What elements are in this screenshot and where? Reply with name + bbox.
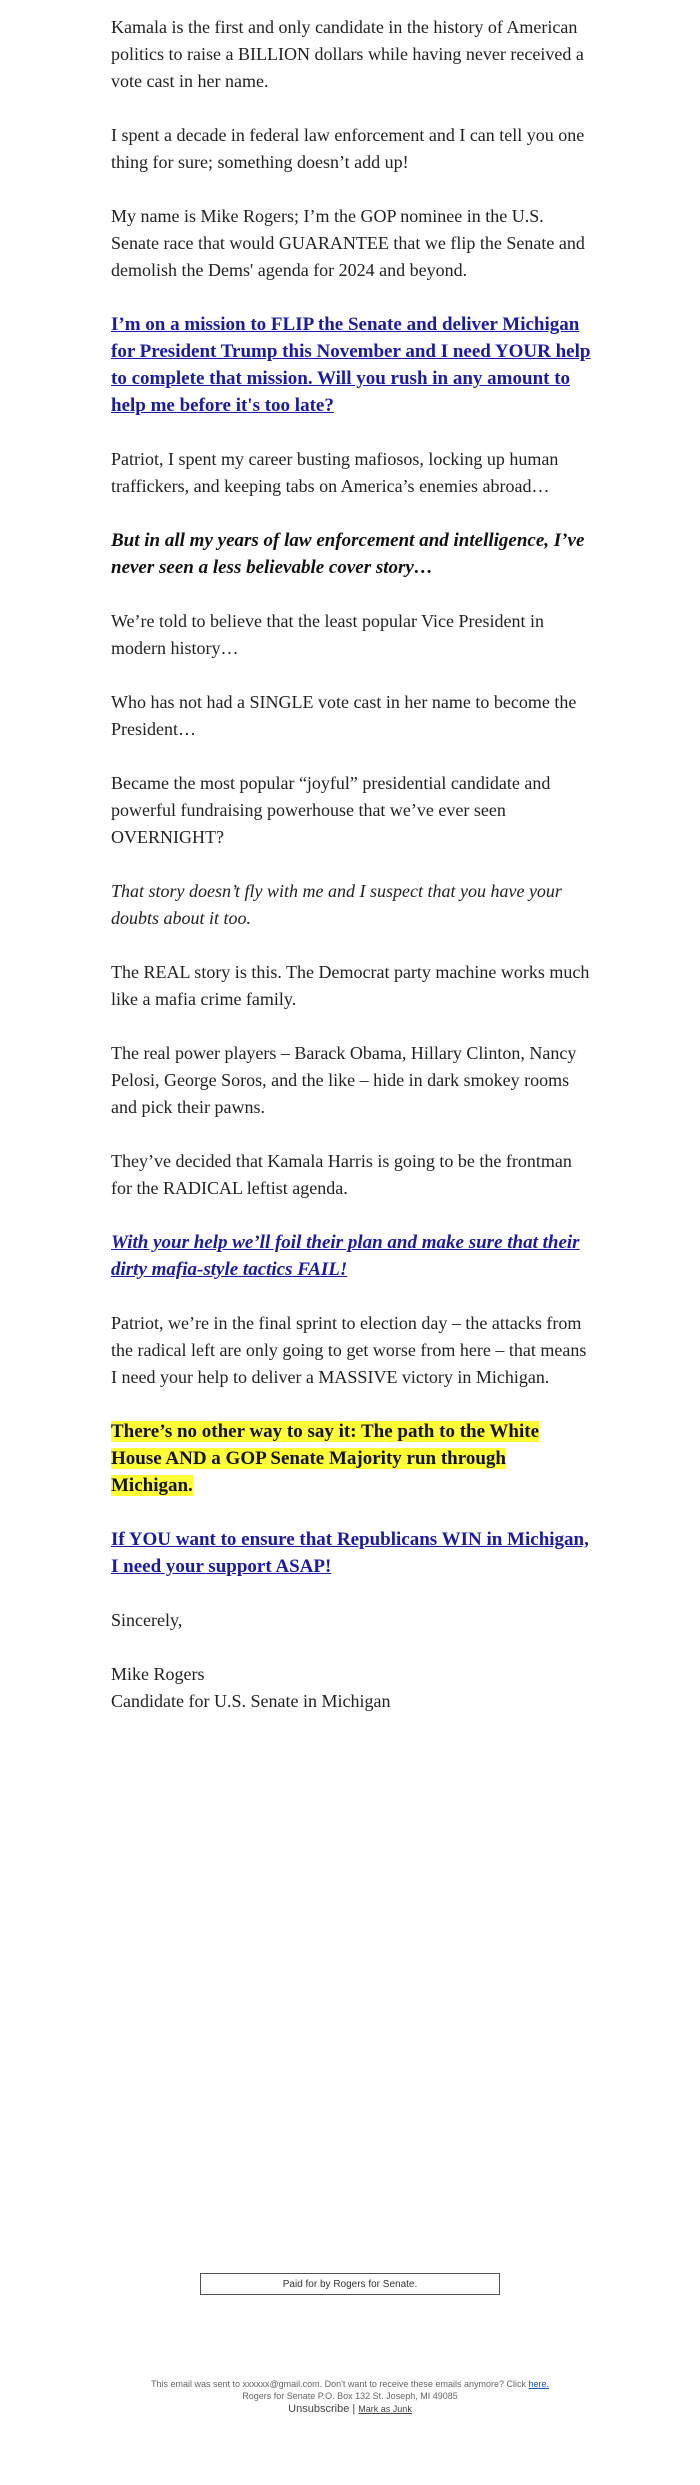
footer-actions (0, 2402, 700, 2416)
donate-link-paragraph-2 (111, 1229, 591, 1283)
donate-link-support-asap[interactable]: If YOU want to ensure that Republicans WIN in Michigan, I need your support ASAP! (111, 1529, 589, 1577)
footer-here-link[interactable]: here. (528, 2379, 550, 2389)
paragraph-4: Patriot, I spent my career busting mafiosos, locking up human traffickers, and keeping tabs on America’s enemies abroad… (111, 449, 559, 496)
paragraph-5-emphasis: But in all my years of law enforcement and intelligence, I’ve never seen a less believable cover story… (111, 530, 585, 578)
footer-sent-line (0, 2378, 700, 2390)
footer-address: Rogers for Senate P.O. Box 132 St. Joseph, MI 49085 (242, 2391, 458, 2401)
paragraph-3: My name is Mike Rogers; I’m the GOP nominee in the U.S. Senate race that would GUARANTEE that we flip the Senate and demolish the Dems' agenda for 2024 and beyond. (111, 206, 585, 280)
footer-sent-text: This email was sent to xxxxxx@gmail.com. Don't want to receive these emails anymore? Click (150, 2379, 526, 2389)
paragraph-10: The REAL story is this. The Democrat party machine works much like a mafia crime family. (111, 962, 590, 1009)
email-footer (0, 2378, 700, 2416)
highlight-paragraph (111, 1418, 591, 1499)
paragraph-11: The real power players – Barack Obama, Hillary Clinton, Nancy Pelosi, George Soros, and the like – hide in dark smokey rooms and pick their pawns. (111, 1043, 577, 1117)
paragraph-2: I spent a decade in federal law enforcement and I can tell you one thing for sure; something doesn’t add up! (111, 125, 585, 172)
donate-link-foil-plan[interactable]: With your help we’ll foil their plan and make sure that their dirty mafia-style tactics FAIL! (111, 1232, 580, 1280)
paragraph-7: Who has not had a SINGLE vote cast in her name to become the President… (111, 692, 577, 739)
paragraph-1: Kamala is the first and only candidate in the history of American politics to raise a BILLION dollars while having never received a vote cast in her name. (111, 17, 584, 91)
signature-title: Candidate for U.S. Senate in Michigan (111, 1691, 391, 1711)
signature-name: Mike Rogers (111, 1664, 205, 1684)
donate-link-paragraph-3 (111, 1526, 591, 1580)
email-body (111, 14, 591, 1715)
mark-as-junk-link[interactable]: Mark as Junk (358, 2404, 412, 2414)
paragraph-9-italic: That story doesn’t fly with me and I suspect that you have your doubts about it too. (111, 881, 562, 928)
paragraph-8: Became the most popular “joyful” presidential candidate and powerful fundraising powerhouse that we’ve ever seen OVERNIGHT? (111, 773, 551, 847)
donate-link-paragraph-1 (111, 311, 591, 419)
paragraph-6: We’re told to believe that the least popular Vice President in modern history… (111, 611, 545, 658)
unsubscribe-link[interactable]: Unsubscribe (288, 2403, 350, 2415)
paragraph-13: Patriot, we’re in the final sprint to election day – the attacks from the radical left are only going to get worse from here – that means I need your help to deliver a MASSIVE victory in Michigan. (111, 1313, 587, 1387)
paid-for-disclaimer: Paid for by Rogers for Senate. (200, 2273, 500, 2295)
donate-link-flip-senate[interactable]: I’m on a mission to FLIP the Senate and deliver Michigan for President Trump this November and I need YOUR help to complete that mission. Will you rush in any amount to help me before it's too late? (111, 314, 591, 416)
signoff: Sincerely, (111, 1610, 183, 1630)
highlighted-text: There’s no other way to say it: The path to the White House AND a GOP Senate Majority run through Michigan. (111, 1421, 540, 1496)
footer-separator: | (352, 2403, 356, 2415)
paragraph-12: They’ve decided that Kamala Harris is going to be the frontman for the RADICAL leftist agenda. (111, 1151, 572, 1198)
